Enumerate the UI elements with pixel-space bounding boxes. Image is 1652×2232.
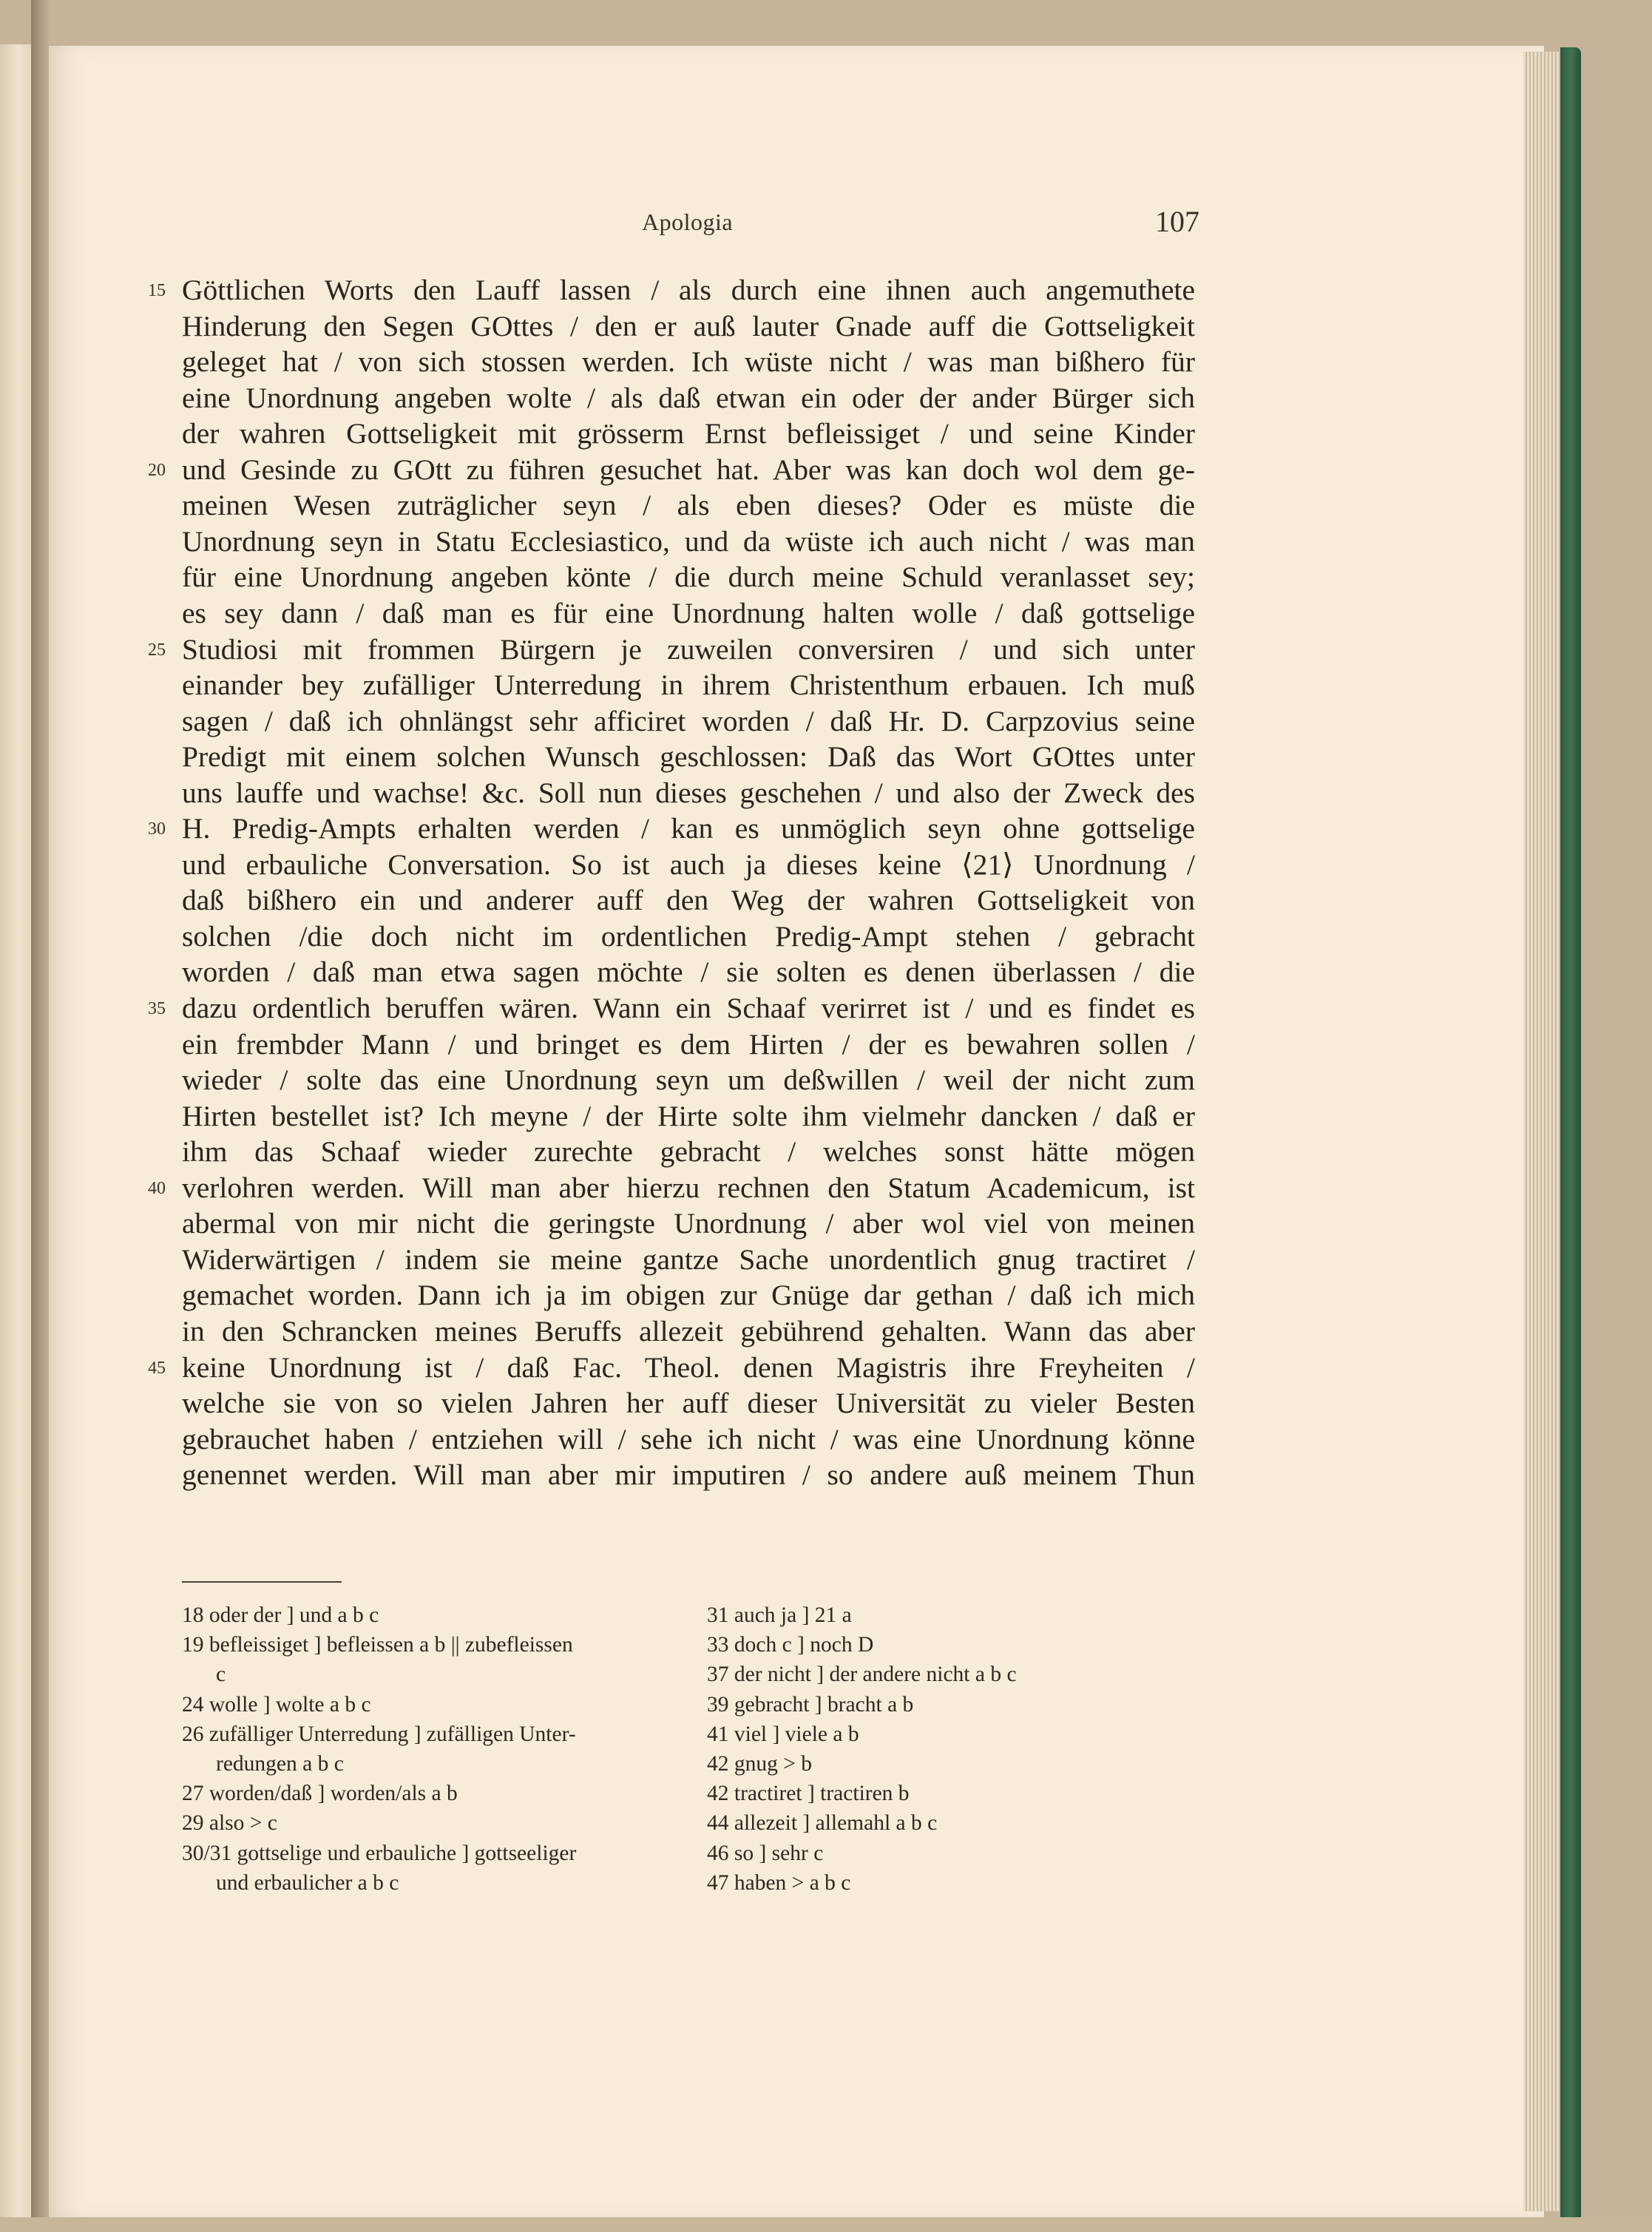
apparatus-note: 39 gebracht ] bracht a b: [707, 1692, 914, 1717]
text-line: und Gesinde zu GOtt zu führen gesuchet hat. Aber was kan doch wol dem ge-: [182, 453, 1195, 486]
apparatus-note: 30/31 gottselige und erbauliche ] gottseeliger: [182, 1841, 577, 1865]
line-number: 35: [148, 999, 166, 1018]
text-line: Hinderung den Segen GOttes / den er auß lauter Gnade auff die Gottseligkeit: [182, 309, 1195, 342]
apparatus-note: 46 so ] sehr c: [707, 1841, 824, 1865]
text-line: für eine Unordnung angeben könte / die durch meine Schuld veranlasset sey;: [182, 561, 1195, 594]
line-number: 45: [148, 1358, 166, 1378]
apparatus-note: 19 befleissiget ] befleissen a b || zubefleissen: [182, 1633, 573, 1657]
apparatus-note: und erbaulicher a b c: [216, 1870, 399, 1895]
text-line: ein frembder Mann / und bringet es dem Hirten / der es bewahren sollen /: [182, 1027, 1195, 1061]
text-line: sagen / daß ich ohnlängst sehr afficiret worden / daß Hr. D. Carpzovius seine: [182, 704, 1195, 737]
apparatus-note: redungen a b c: [216, 1752, 344, 1776]
apparatus-note: 42 tractiret ] tractiren b: [707, 1782, 910, 1806]
apparatus-note: 18 oder der ] und a b c: [182, 1603, 379, 1627]
line-number: 20: [148, 460, 166, 480]
text-line: genennet werden. Will man aber mir imputiren / so andere auß meinem Thun: [182, 1458, 1195, 1492]
text-line: Hirten bestellet ist? Ich meyne / der Hirte solte ihm vielmehr dancken / daß er: [182, 1099, 1195, 1132]
text-line: dazu ordentlich beruffen wären. Wann ein Schaaf verirret ist / und es findet es: [182, 992, 1195, 1024]
text-line: keine Unordnung ist / daß Fac. Theol. denen Magistris ihre Freyheiten /: [182, 1350, 1195, 1384]
text-line: worden / daß man etwa sagen möchte / sie solten es denen überlassen / die: [182, 956, 1195, 989]
text-line: Studiosi mit frommen Bürgern je zuweilen conversiren / und sich unter: [182, 632, 1195, 666]
text-line: Widerwärtigen / indem sie meine gantze Sache unordentlich gnug tractiret /: [182, 1242, 1195, 1276]
text-line: wieder / solte das eine Unordnung seyn um deßwillen / weil der nicht zum: [182, 1063, 1195, 1097]
book-gutter: [31, 0, 49, 2232]
text-line: H. Predig-Ampts erhalten werden / kan es unmöglich seyn ohne gottselige: [182, 812, 1195, 845]
line-number: 30: [148, 819, 166, 839]
line-number: 40: [148, 1178, 166, 1198]
running-head: Apologia: [642, 209, 734, 235]
line-number: 25: [148, 640, 166, 660]
text-line: meinen Wesen zuträglicher seyn / als eben dieses? Oder es müste die: [182, 489, 1195, 522]
text-line: welche sie von so vielen Jahren her auff dieser Universität zu vieler Besten: [182, 1387, 1195, 1420]
text-line: eine Unordnung angeben wolte / als daß etwan ein oder der ander Bürger sich: [182, 381, 1195, 414]
text-line: in den Schrancken meines Beruffs allezeit gebührend gehalten. Wann das aber: [182, 1314, 1195, 1347]
line-number: 15: [148, 281, 166, 300]
apparatus-note: 33 doch c ] noch D: [707, 1633, 874, 1657]
text-line: einander bey zufälliger Unterredung in ihrem Christenthum erbauen. Ich muß: [182, 669, 1195, 702]
apparatus-note: 42 gnug > b: [707, 1752, 813, 1776]
text-line: solchen /die doch nicht im ordentlichen Predig-Ampt stehen / gebracht: [182, 919, 1195, 953]
text-line: uns lauffe und wachse! &c. Soll nun dieses geschehen / und also der Zweck des: [182, 776, 1195, 809]
scan-background: [0, 2217, 1652, 2232]
facing-page-edge: [0, 44, 33, 2219]
page-number: 107: [1155, 205, 1199, 238]
text-line: abermal von mir nicht die geringste Unordnung / aber wol viel von meinen: [182, 1207, 1195, 1240]
apparatus-note: 29 also > c: [182, 1811, 277, 1836]
text-line: geleget hat / von sich stossen werden. Ich wüste nicht / was man bißhero für: [182, 345, 1195, 379]
text-line: Unordnung seyn in Statu Ecclesiastico, und da wüste ich auch nicht / was man: [182, 524, 1195, 558]
text-line: verlohren werden. Will man aber hierzu rechnen den Statum Academicum, ist: [182, 1171, 1195, 1204]
footnote-rule: [182, 1581, 342, 1583]
apparatus-note: 26 zufälliger Unterredung ] zufälligen Unter-: [182, 1722, 576, 1746]
text-line: es sey dann / daß man es für eine Unordnung halten wolle / daß gottselige: [182, 596, 1195, 629]
text-line: Göttlichen Worts den Lauff lassen / als durch eine ihnen auch angemuthete: [182, 274, 1195, 306]
apparatus-note: c: [216, 1663, 226, 1687]
apparatus-note: 47 haben > a b c: [707, 1870, 851, 1895]
apparatus-note: 41 viel ] viele a b: [707, 1722, 859, 1746]
text-line: der wahren Gottseligkeit mit grösserm Ernst befleissiget / und seine Kinder: [182, 417, 1195, 450]
apparatus-note: 24 wolle ] wolte a b c: [182, 1692, 371, 1717]
text-line: daß bißhero ein und anderer auff den Weg der wahren Gottseligkeit von: [182, 884, 1195, 917]
text-line: und erbauliche Conversation. So ist auch ja dieses keine ⟨21⟩ Unordnung /: [182, 848, 1195, 881]
text-line: ihm das Schaaf wieder zurechte gebracht / welches sonst hätte mögen: [182, 1135, 1195, 1169]
apparatus-note: 31 auch ja ] 21 a: [707, 1603, 852, 1627]
text-line: gebrauchet haben / entziehen will / sehe ich nicht / was eine Unordnung könne: [182, 1422, 1195, 1455]
apparatus-note: 37 der nicht ] der andere nicht a b c: [707, 1663, 1017, 1687]
green-book-cover: [1560, 47, 1581, 2225]
apparatus-note: 27 worden/daß ] worden/als a b: [182, 1782, 458, 1806]
text-line: Predigt mit einem solchen Wunsch geschlossen: Daß das Wort GOttes unter: [182, 740, 1195, 774]
text-line: gemachet worden. Dann ich ja im obigen zur Gnüge dar gethan / daß ich mich: [182, 1279, 1195, 1312]
apparatus-note: 44 allezeit ] allemahl a b c: [707, 1811, 938, 1836]
